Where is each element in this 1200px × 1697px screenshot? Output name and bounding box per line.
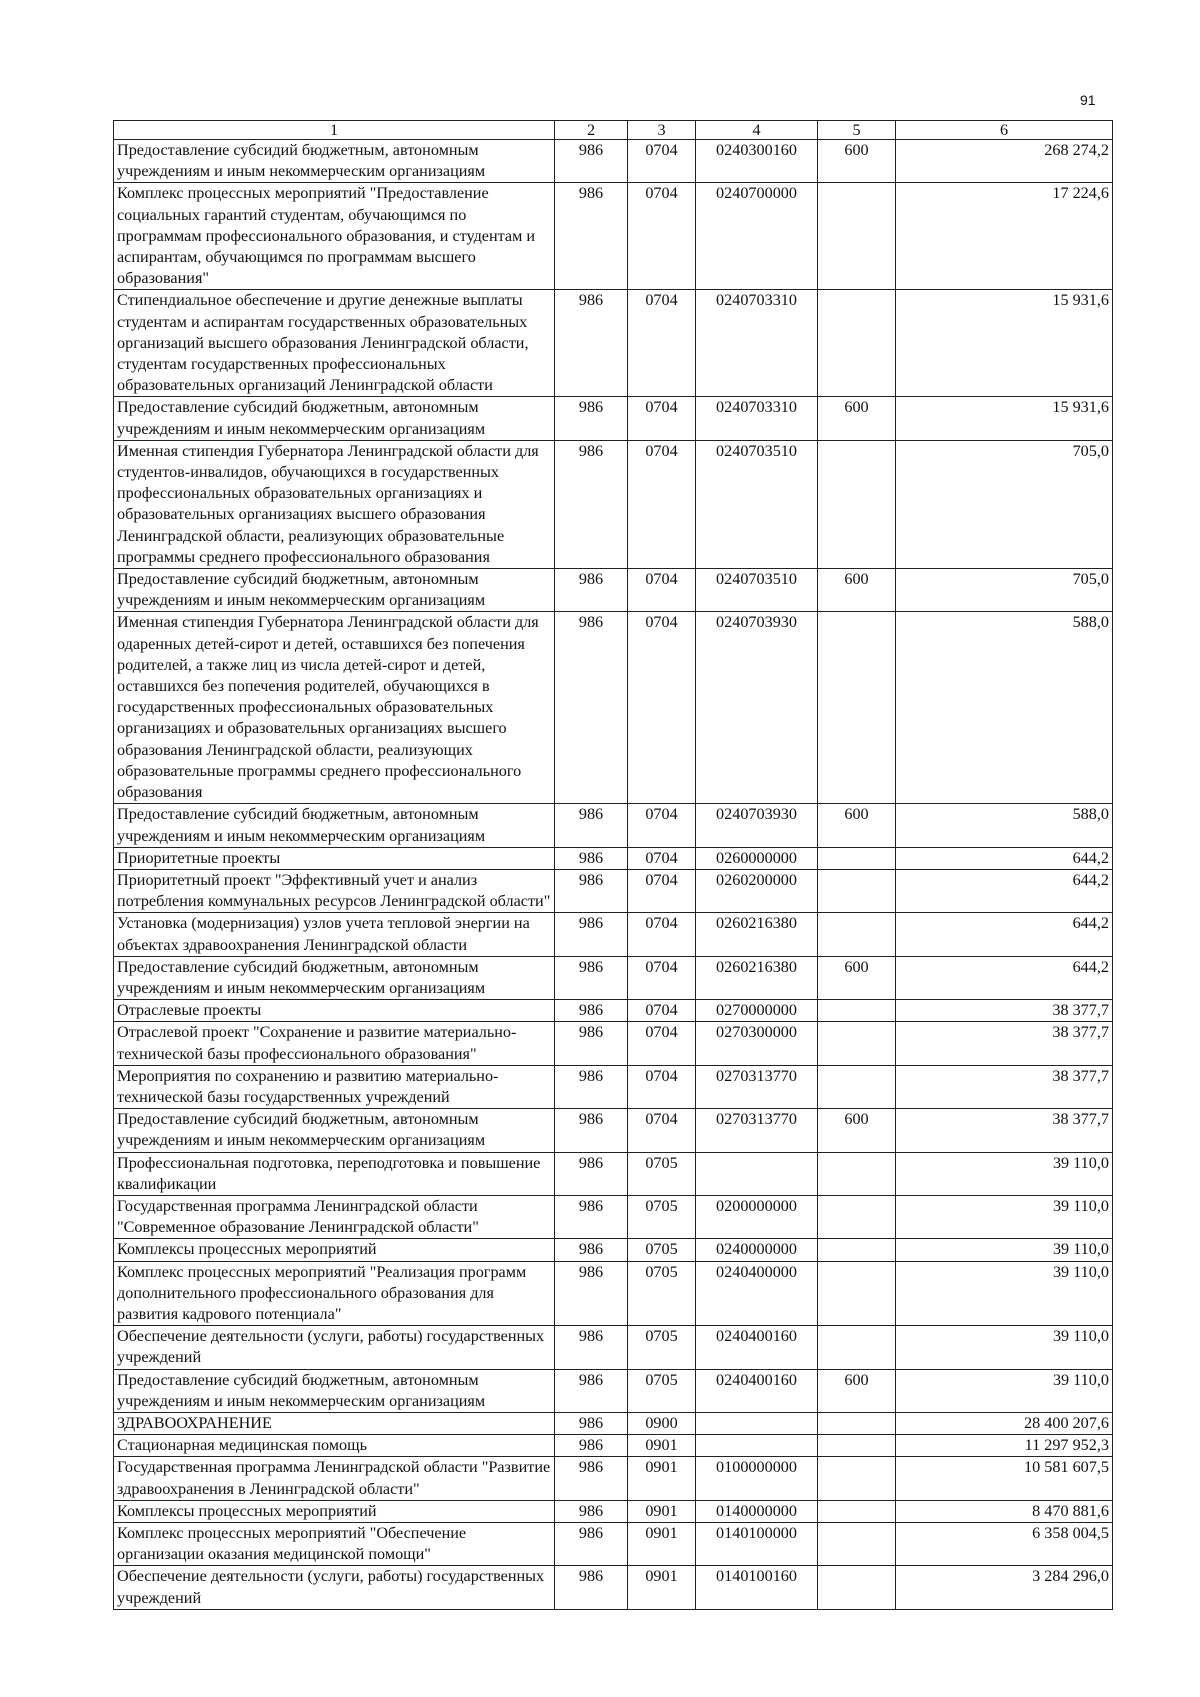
row-name: Предоставление субсидий бюджетным, автономным учреждениям и иным некоммерческим организациям bbox=[114, 569, 555, 612]
row-target-code: 0270313770 bbox=[696, 1065, 818, 1108]
row-admin-code: 986 bbox=[555, 1022, 628, 1065]
column-header-2: 2 bbox=[555, 121, 628, 140]
row-name: Отраслевой проект "Сохранение и развитие материально-технической базы профессионального образования" bbox=[114, 1022, 555, 1065]
row-target-code: 0270000000 bbox=[696, 1000, 818, 1022]
table-row bbox=[114, 847, 1113, 869]
row-admin-code: 986 bbox=[555, 1457, 628, 1500]
row-expense-type bbox=[818, 1152, 896, 1195]
row-amount: 38 377,7 bbox=[896, 1065, 1113, 1108]
row-target-code: 0240703930 bbox=[696, 804, 818, 847]
row-name: Обеспечение деятельности (услуги, работы) государственных учреждений bbox=[114, 1566, 555, 1609]
page-number: 91 bbox=[1080, 92, 1096, 108]
table-row bbox=[114, 1065, 1113, 1108]
row-expense-type bbox=[818, 1435, 896, 1457]
row-section-code: 0705 bbox=[628, 1326, 696, 1369]
row-name: Приоритетный проект "Эффективный учет и анализ потребления коммунальных ресурсов Ленинградской области" bbox=[114, 869, 555, 912]
row-expense-type bbox=[818, 1412, 896, 1434]
row-section-code: 0901 bbox=[628, 1523, 696, 1566]
row-target-code: 0240703310 bbox=[696, 397, 818, 440]
row-amount: 588,0 bbox=[896, 612, 1113, 804]
row-expense-type bbox=[818, 1457, 896, 1500]
row-expense-type bbox=[818, 1566, 896, 1609]
row-target-code: 0260000000 bbox=[696, 847, 818, 869]
row-section-code: 0901 bbox=[628, 1435, 696, 1457]
row-expense-type bbox=[818, 1239, 896, 1261]
row-name: Приоритетные проекты bbox=[114, 847, 555, 869]
row-amount: 644,2 bbox=[896, 847, 1113, 869]
row-section-code: 0704 bbox=[628, 869, 696, 912]
table-row bbox=[114, 804, 1113, 847]
row-expense-type bbox=[818, 847, 896, 869]
table-row bbox=[114, 1457, 1113, 1500]
row-target-code bbox=[696, 1412, 818, 1434]
row-expense-type bbox=[818, 1326, 896, 1369]
row-section-code: 0705 bbox=[628, 1239, 696, 1261]
table-row bbox=[114, 1523, 1113, 1566]
row-amount: 39 110,0 bbox=[896, 1239, 1113, 1261]
row-section-code: 0705 bbox=[628, 1261, 696, 1326]
row-name: Стипендиальное обеспечение и другие денежные выплаты студентам и аспирантам государственных образовательных организаций высшего образования Ленинградской области, студентам государственных профессиональных образовательных организаций Ленинградской области bbox=[114, 290, 555, 397]
row-target-code: 0240703510 bbox=[696, 440, 818, 568]
table-row bbox=[114, 1435, 1113, 1457]
row-name: Мероприятия по сохранению и развитию материально-технической базы государственных учреждений bbox=[114, 1065, 555, 1108]
row-amount: 38 377,7 bbox=[896, 1109, 1113, 1152]
row-expense-type bbox=[818, 1523, 896, 1566]
row-name: Предоставление субсидий бюджетным, автономным учреждениям и иным некоммерческим организациям bbox=[114, 804, 555, 847]
row-admin-code: 986 bbox=[555, 804, 628, 847]
row-name: Профессиональная подготовка, переподготовка и повышение квалификации bbox=[114, 1152, 555, 1195]
row-name: Комплексы процессных мероприятий bbox=[114, 1500, 555, 1522]
row-expense-type bbox=[818, 1000, 896, 1022]
row-admin-code: 986 bbox=[555, 1000, 628, 1022]
row-name: Именная стипендия Губернатора Ленинградской области для студентов-инвалидов, обучающихся в государственных профессиональных образовательных организациях и образовательных организациях высшего образования Ленинградской области, реализующих образовательные программы среднего профессионального образования bbox=[114, 440, 555, 568]
header-row bbox=[114, 121, 1113, 140]
row-name: Установка (модернизация) узлов учета тепловой энергии на объектах здравоохранения Ленинградской области bbox=[114, 913, 555, 956]
row-section-code: 0704 bbox=[628, 1000, 696, 1022]
row-expense-type bbox=[818, 183, 896, 290]
row-amount: 3 284 296,0 bbox=[896, 1566, 1113, 1609]
row-expense-type bbox=[818, 1022, 896, 1065]
row-target-code bbox=[696, 1435, 818, 1457]
row-amount: 39 110,0 bbox=[896, 1195, 1113, 1238]
row-expense-type bbox=[818, 440, 896, 568]
row-section-code: 0704 bbox=[628, 290, 696, 397]
row-amount: 38 377,7 bbox=[896, 1022, 1113, 1065]
row-name: Предоставление субсидий бюджетным, автономным учреждениям и иным некоммерческим организациям bbox=[114, 1109, 555, 1152]
table-row bbox=[114, 440, 1113, 568]
table-row bbox=[114, 956, 1113, 999]
row-expense-type: 600 bbox=[818, 1109, 896, 1152]
row-target-code: 0140100160 bbox=[696, 1566, 818, 1609]
table-row bbox=[114, 612, 1113, 804]
row-admin-code: 986 bbox=[555, 1326, 628, 1369]
row-admin-code: 986 bbox=[555, 140, 628, 183]
column-header-3: 3 bbox=[628, 121, 696, 140]
row-target-code: 0140000000 bbox=[696, 1500, 818, 1522]
row-section-code: 0900 bbox=[628, 1412, 696, 1434]
row-amount: 11 297 952,3 bbox=[896, 1435, 1113, 1457]
row-admin-code: 986 bbox=[555, 290, 628, 397]
row-amount: 705,0 bbox=[896, 440, 1113, 568]
table-row bbox=[114, 1000, 1113, 1022]
row-section-code: 0704 bbox=[628, 1109, 696, 1152]
row-amount: 15 931,6 bbox=[896, 397, 1113, 440]
row-amount: 15 931,6 bbox=[896, 290, 1113, 397]
column-header-6: 6 bbox=[896, 121, 1113, 140]
table-row bbox=[114, 913, 1113, 956]
table-row bbox=[114, 183, 1113, 290]
table-row bbox=[114, 1326, 1113, 1369]
row-expense-type bbox=[818, 290, 896, 397]
table-row bbox=[114, 1369, 1113, 1412]
row-expense-type bbox=[818, 1195, 896, 1238]
row-name: Обеспечение деятельности (услуги, работы) государственных учреждений bbox=[114, 1326, 555, 1369]
row-admin-code: 986 bbox=[555, 1261, 628, 1326]
row-admin-code: 986 bbox=[555, 1566, 628, 1609]
table-row bbox=[114, 569, 1113, 612]
row-amount: 17 224,6 bbox=[896, 183, 1113, 290]
row-amount: 588,0 bbox=[896, 804, 1113, 847]
row-expense-type: 600 bbox=[818, 956, 896, 999]
row-target-code: 0260216380 bbox=[696, 956, 818, 999]
row-amount: 268 274,2 bbox=[896, 140, 1113, 183]
table-row bbox=[114, 869, 1113, 912]
table-row bbox=[114, 1152, 1113, 1195]
row-name: Предоставление субсидий бюджетным, автономным учреждениям и иным некоммерческим организациям bbox=[114, 140, 555, 183]
row-admin-code: 986 bbox=[555, 1152, 628, 1195]
row-admin-code: 986 bbox=[555, 1435, 628, 1457]
row-name: Именная стипендия Губернатора Ленинградской области для одаренных детей-сирот и детей, оставшихся без попечения родителей, а также лиц из числа детей-сирот и детей, оставшихся без попечения родителей, обучающихся в государственных профессиональных образовательных организациях и образовательных организациях высшего образования Ленинградской области, реализующих образовательные программы среднего профессионального образования bbox=[114, 612, 555, 804]
row-name: Комплекс процессных мероприятий "Обеспечение организации оказания медицинской помощи" bbox=[114, 1523, 555, 1566]
row-amount: 10 581 607,5 bbox=[896, 1457, 1113, 1500]
row-name: Государственная программа Ленинградской области "Развитие здравоохранения в Ленинградской области" bbox=[114, 1457, 555, 1500]
row-section-code: 0704 bbox=[628, 1022, 696, 1065]
row-admin-code: 986 bbox=[555, 1109, 628, 1152]
row-target-code: 0240703510 bbox=[696, 569, 818, 612]
row-amount: 644,2 bbox=[896, 956, 1113, 999]
row-admin-code: 986 bbox=[555, 1369, 628, 1412]
row-amount: 28 400 207,6 bbox=[896, 1412, 1113, 1434]
row-section-code: 0705 bbox=[628, 1152, 696, 1195]
row-admin-code: 986 bbox=[555, 1195, 628, 1238]
row-admin-code: 986 bbox=[555, 1412, 628, 1434]
row-name: Комплекс процессных мероприятий "Реализация программ дополнительного профессионального образования для развития кадрового потенциала" bbox=[114, 1261, 555, 1326]
table-row bbox=[114, 290, 1113, 397]
row-amount: 644,2 bbox=[896, 913, 1113, 956]
row-target-code: 0240400160 bbox=[696, 1326, 818, 1369]
table-row bbox=[114, 1195, 1113, 1238]
row-admin-code: 986 bbox=[555, 1239, 628, 1261]
row-section-code: 0704 bbox=[628, 440, 696, 568]
row-target-code: 0270300000 bbox=[696, 1022, 818, 1065]
row-admin-code: 986 bbox=[555, 397, 628, 440]
table-row bbox=[114, 1566, 1113, 1609]
row-expense-type bbox=[818, 1500, 896, 1522]
row-target-code: 0260216380 bbox=[696, 913, 818, 956]
row-admin-code: 986 bbox=[555, 1065, 628, 1108]
row-target-code: 0200000000 bbox=[696, 1195, 818, 1238]
row-section-code: 0705 bbox=[628, 1195, 696, 1238]
row-target-code: 0240300160 bbox=[696, 140, 818, 183]
row-name: Предоставление субсидий бюджетным, автономным учреждениям и иным некоммерческим организациям bbox=[114, 1369, 555, 1412]
row-admin-code: 986 bbox=[555, 183, 628, 290]
row-expense-type bbox=[818, 1261, 896, 1326]
row-admin-code: 986 bbox=[555, 913, 628, 956]
row-section-code: 0704 bbox=[628, 956, 696, 999]
table-row bbox=[114, 397, 1113, 440]
row-admin-code: 986 bbox=[555, 612, 628, 804]
row-expense-type: 600 bbox=[818, 1369, 896, 1412]
row-section-code: 0704 bbox=[628, 612, 696, 804]
row-admin-code: 986 bbox=[555, 569, 628, 612]
row-expense-type: 600 bbox=[818, 804, 896, 847]
row-target-code: 0240000000 bbox=[696, 1239, 818, 1261]
row-expense-type bbox=[818, 913, 896, 956]
row-section-code: 0901 bbox=[628, 1500, 696, 1522]
row-section-code: 0704 bbox=[628, 140, 696, 183]
row-name: Предоставление субсидий бюджетным, автономным учреждениям и иным некоммерческим организациям bbox=[114, 397, 555, 440]
table-row bbox=[114, 1109, 1113, 1152]
row-target-code: 0240400000 bbox=[696, 1261, 818, 1326]
table-row bbox=[114, 1412, 1113, 1434]
row-section-code: 0705 bbox=[628, 1369, 696, 1412]
row-target-code bbox=[696, 1152, 818, 1195]
row-target-code: 0260200000 bbox=[696, 869, 818, 912]
table-row bbox=[114, 1239, 1113, 1261]
row-expense-type bbox=[818, 869, 896, 912]
row-amount: 705,0 bbox=[896, 569, 1113, 612]
row-target-code: 0240703310 bbox=[696, 290, 818, 397]
row-expense-type: 600 bbox=[818, 397, 896, 440]
row-target-code: 0100000000 bbox=[696, 1457, 818, 1500]
row-admin-code: 986 bbox=[555, 956, 628, 999]
row-expense-type: 600 bbox=[818, 569, 896, 612]
row-amount: 39 110,0 bbox=[896, 1326, 1113, 1369]
row-name: Комплексы процессных мероприятий bbox=[114, 1239, 555, 1261]
table-row bbox=[114, 1261, 1113, 1326]
table-row bbox=[114, 1022, 1113, 1065]
table-row bbox=[114, 1500, 1113, 1522]
column-header-4: 4 bbox=[696, 121, 818, 140]
row-amount: 644,2 bbox=[896, 869, 1113, 912]
row-admin-code: 986 bbox=[555, 869, 628, 912]
row-section-code: 0704 bbox=[628, 913, 696, 956]
row-section-code: 0704 bbox=[628, 569, 696, 612]
row-section-code: 0704 bbox=[628, 1065, 696, 1108]
row-name: ЗДРАВООХРАНЕНИЕ bbox=[114, 1412, 555, 1434]
row-expense-type bbox=[818, 1065, 896, 1108]
row-target-code: 0140100000 bbox=[696, 1523, 818, 1566]
row-target-code: 0240700000 bbox=[696, 183, 818, 290]
row-admin-code: 986 bbox=[555, 847, 628, 869]
row-target-code: 0270313770 bbox=[696, 1109, 818, 1152]
row-expense-type: 600 bbox=[818, 140, 896, 183]
row-name: Комплекс процессных мероприятий "Предоставление социальных гарантий студентам, обучающимся по программам профессионального образования, и студентам и аспирантам, обучающимся по программам высшего образования" bbox=[114, 183, 555, 290]
row-admin-code: 986 bbox=[555, 440, 628, 568]
row-amount: 8 470 881,6 bbox=[896, 1500, 1113, 1522]
row-amount: 39 110,0 bbox=[896, 1369, 1113, 1412]
row-admin-code: 986 bbox=[555, 1500, 628, 1522]
row-section-code: 0704 bbox=[628, 847, 696, 869]
table-row bbox=[114, 140, 1113, 183]
budget-table bbox=[113, 120, 1113, 1610]
row-target-code: 0240703930 bbox=[696, 612, 818, 804]
row-section-code: 0901 bbox=[628, 1566, 696, 1609]
column-header-5: 5 bbox=[818, 121, 896, 140]
row-amount: 39 110,0 bbox=[896, 1152, 1113, 1195]
row-name: Стационарная медицинская помощь bbox=[114, 1435, 555, 1457]
row-amount: 39 110,0 bbox=[896, 1261, 1113, 1326]
row-name: Отраслевые проекты bbox=[114, 1000, 555, 1022]
row-expense-type bbox=[818, 612, 896, 804]
row-name: Предоставление субсидий бюджетным, автономным учреждениям и иным некоммерческим организациям bbox=[114, 956, 555, 999]
row-amount: 38 377,7 bbox=[896, 1000, 1113, 1022]
row-section-code: 0704 bbox=[628, 183, 696, 290]
row-name: Государственная программа Ленинградской области "Современное образование Ленинградской области" bbox=[114, 1195, 555, 1238]
column-header-1: 1 bbox=[114, 121, 555, 140]
row-target-code: 0240400160 bbox=[696, 1369, 818, 1412]
row-section-code: 0704 bbox=[628, 804, 696, 847]
row-section-code: 0704 bbox=[628, 397, 696, 440]
row-amount: 6 358 004,5 bbox=[896, 1523, 1113, 1566]
row-admin-code: 986 bbox=[555, 1523, 628, 1566]
row-section-code: 0901 bbox=[628, 1457, 696, 1500]
